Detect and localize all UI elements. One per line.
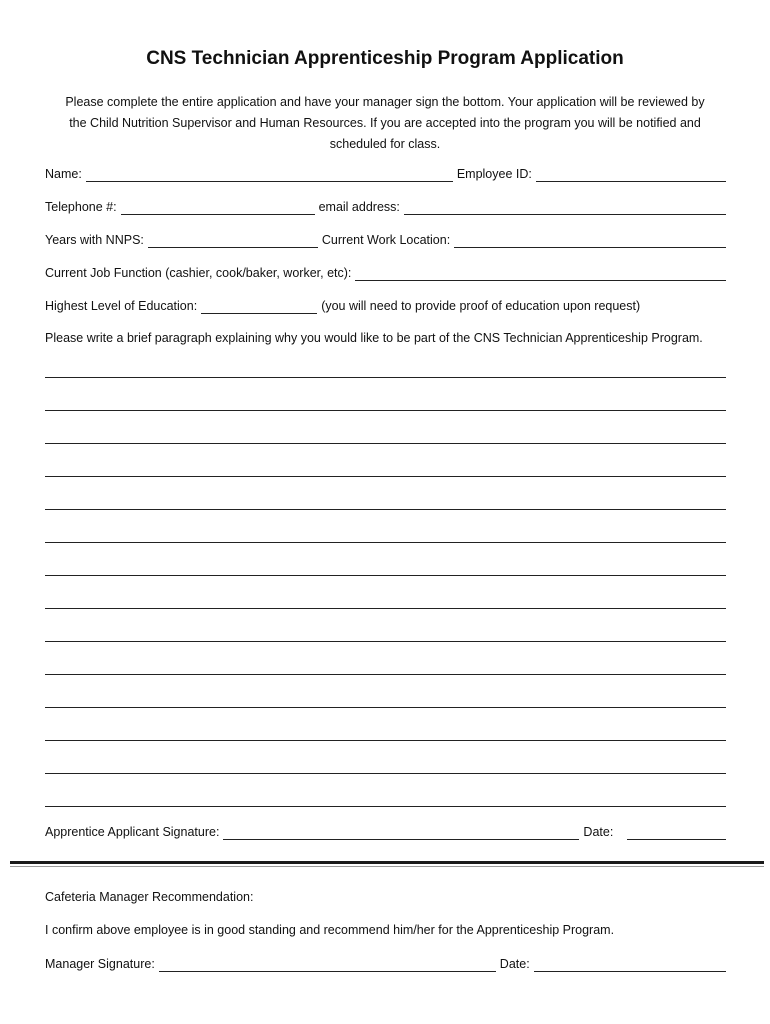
education-row: [45, 296, 726, 314]
paragraph-prompt: Please write a brief paragraph explaining why you would like to be part of the CNS Technician Apprenticeship Program.: [45, 331, 703, 345]
applicant-signature-row: [45, 822, 726, 840]
name-label: Name:: [45, 167, 82, 181]
applicant-date-label: Date:: [583, 825, 614, 839]
job-function-row: [45, 263, 726, 281]
name-field[interactable]: [86, 169, 453, 182]
form-title: CNS Technician Apprenticeship Program Application: [146, 48, 624, 69]
years-row: [45, 230, 726, 248]
email-label: email address:: [318, 200, 400, 214]
employee-id-label: Employee ID:: [456, 167, 532, 181]
employee-id-field[interactable]: [536, 169, 726, 182]
manager-confirmation: I confirm above employee is in good standing and recommend him/her for the Apprenticeship Program.: [45, 923, 615, 937]
writing-line[interactable]: [45, 707, 726, 708]
education-note: (you will need to provide proof of education upon request): [321, 299, 641, 313]
name-row: [45, 164, 726, 182]
job-function-field[interactable]: [355, 268, 726, 281]
instructions: [40, 92, 730, 155]
telephone-field[interactable]: [121, 202, 315, 215]
instructions-line: scheduled for class.: [329, 137, 441, 151]
writing-line[interactable]: [45, 575, 726, 576]
applicant-date-field[interactable]: [627, 827, 726, 840]
job-function-label: Current Job Function (cashier, cook/baker, worker, etc):: [45, 266, 352, 280]
manager-section-heading: Cafeteria Manager Recommendation:: [45, 890, 254, 904]
work-location-label: Current Work Location:: [321, 233, 451, 247]
section-divider: [10, 860, 764, 866]
writing-line[interactable]: [45, 740, 726, 741]
applicant-signature-field[interactable]: [223, 827, 579, 840]
writing-line[interactable]: [45, 641, 726, 642]
telephone-label: Telephone #:: [45, 200, 117, 214]
education-label: Highest Level of Education:: [45, 299, 198, 313]
writing-line[interactable]: [45, 608, 726, 609]
years-field[interactable]: [148, 235, 318, 248]
telephone-row: [45, 197, 726, 215]
instructions-line: the Child Nutrition Supervisor and Human Resources. If you are accepted into the program you will be notified and: [69, 116, 701, 130]
writing-line[interactable]: [45, 476, 726, 477]
writing-line[interactable]: [45, 542, 726, 543]
work-location-field[interactable]: [454, 235, 726, 248]
writing-line[interactable]: [45, 806, 726, 807]
instructions-line: Please complete the entire application and have your manager sign the bottom. Your application will be reviewed by: [65, 95, 705, 109]
applicant-signature-label: Apprentice Applicant Signature:: [45, 825, 220, 839]
years-label: Years with NNPS:: [45, 233, 144, 247]
manager-date-field[interactable]: [534, 959, 726, 972]
manager-date-label: Date:: [499, 957, 530, 971]
writing-line[interactable]: [45, 410, 726, 411]
writing-line[interactable]: [45, 377, 726, 378]
manager-signature-field[interactable]: [159, 959, 496, 972]
writing-line[interactable]: [45, 773, 726, 774]
writing-line[interactable]: [45, 443, 726, 444]
education-field[interactable]: [201, 301, 317, 314]
writing-line[interactable]: [45, 509, 726, 510]
email-field[interactable]: [404, 202, 726, 215]
manager-signature-row: [45, 954, 726, 972]
manager-signature-label: Manager Signature:: [45, 957, 155, 971]
writing-line[interactable]: [45, 674, 726, 675]
